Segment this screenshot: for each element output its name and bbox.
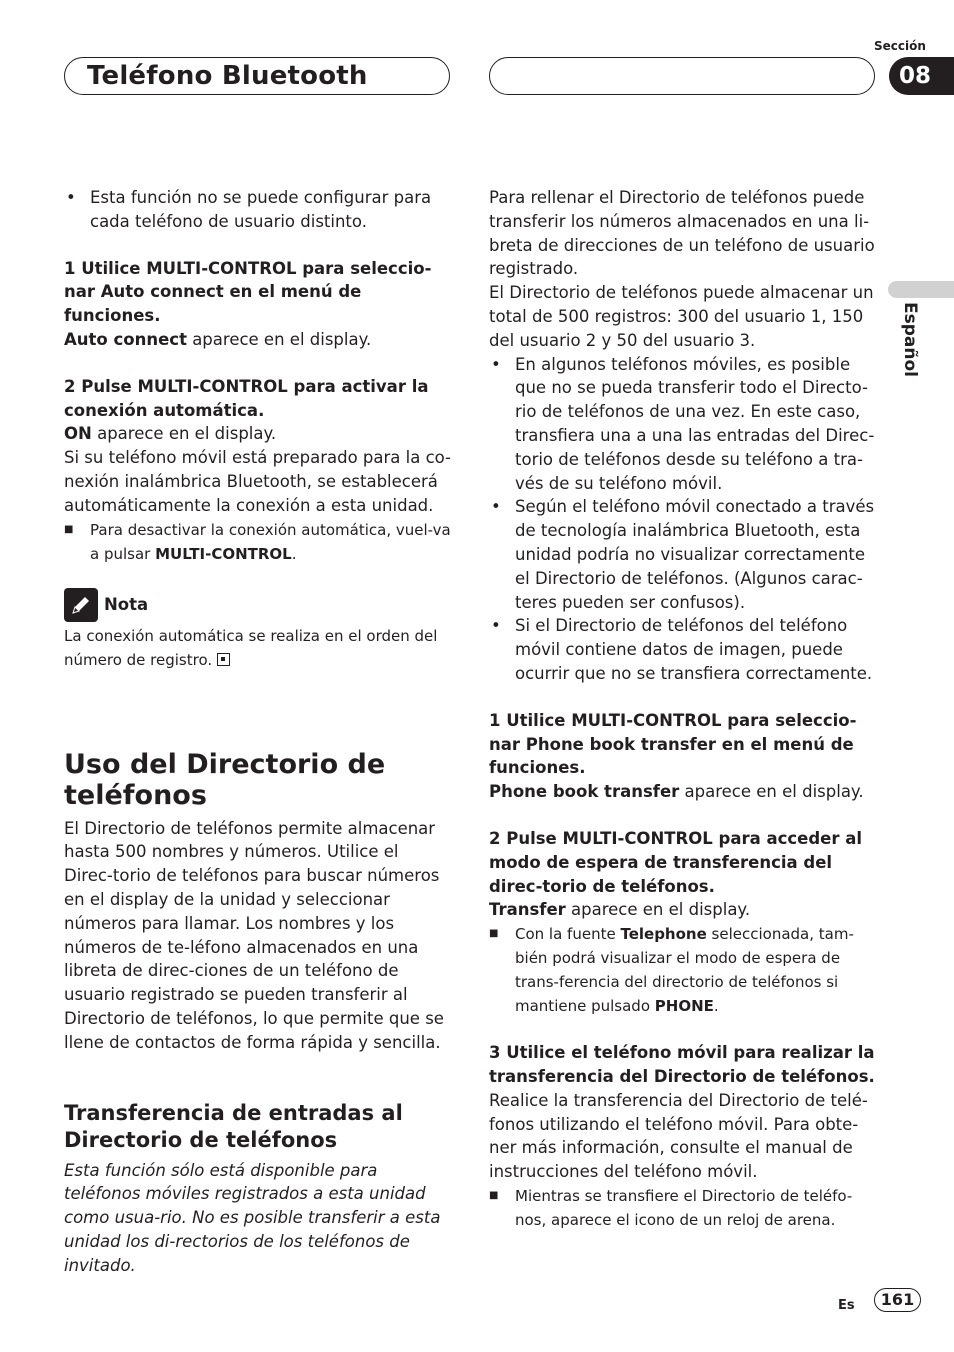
step-2-result-bold: ON: [64, 424, 92, 444]
bullet-item: • Esta función no se puede configurar para cada teléfono de usuario distinto.: [64, 186, 460, 234]
step-2-result-bold: Transfer: [489, 900, 566, 920]
step-2-result: [64, 422, 452, 446]
step-2-note-d: PHONE: [654, 997, 714, 1016]
bullet-item: • En algunos teléfonos móviles, es posible que no se pueda transferir todo el Directo-rio de teléfonos de una vez. En este caso, transfiera una a una las entradas del Direc-torio de teléfonos desde su teléfono a tra-vés de su teléfono móvil.: [489, 353, 877, 496]
step-1-result-rest: aparece en el display.: [679, 782, 864, 802]
intro-paragraph-1: Para rellenar el Directorio de teléfonos puede transferir los números almacenados en una li-breta de direcciones de un teléfono de usuario registrado.: [489, 188, 875, 279]
step-2-note-end: .: [291, 544, 297, 563]
language-tab: [888, 281, 954, 298]
step-2-note-c: seleccionada, tam-bién podrá visualizar el modo de espera de trans-ferencia del directorio de teléfonos si mantiene pulsado: [515, 925, 854, 1016]
step-1-result-rest: aparece en el display.: [186, 329, 372, 349]
step-2-note-a: Con la fuente: [515, 925, 621, 944]
bullet-item: • Según el teléfono móvil conectado a través de tecnología inalámbrica Bluetooth, esta unidad podría no visualizar correctamente el Directorio de teléfonos. (Algunos carac-teres pueden ser confusos).: [489, 495, 877, 614]
step-2-body: Si su teléfono móvil está preparado para la co-nexión inalámbrica Bluetooth, se establecerá automáticamente la conexión a esta unidad.: [64, 448, 452, 515]
step-1-heading: 1 Utilice MULTI-CONTROL para seleccio-nar Phone book transfer en el menú de funciones.: [489, 710, 857, 778]
step-1-result-bold: Phone book transfer: [489, 782, 680, 802]
bullet-item: • Si el Directorio de teléfonos del teléfono móvil contiene datos de imagen, puede ocurrir que no se transfiera correctamente.: [489, 614, 877, 685]
step-2-heading: 2 Pulse MULTI-CONTROL para activar la conexión automática.: [64, 376, 429, 420]
pencil-icon: [64, 588, 98, 622]
step-1-heading: 1 Utilice MULTI-CONTROL para seleccio-nar Auto connect en el menú de funciones.: [64, 258, 432, 326]
step-2-note-b: Telephone: [620, 925, 707, 944]
nota-label: Nota: [104, 594, 149, 614]
section-label: Sección: [874, 39, 926, 53]
step-1-result-bold: Auto connect: [64, 329, 187, 349]
left-column: [64, 186, 452, 1278]
step-2-result-rest: aparece en el display.: [565, 900, 751, 920]
nota-text-body: La conexión automática se realiza en el orden del número de registro.: [64, 626, 438, 669]
step-2-result-rest: aparece en el display.: [91, 424, 277, 444]
nota-heading: [64, 588, 452, 622]
right-column: [489, 186, 877, 1232]
step-2-note: [489, 922, 877, 1018]
footer-language-code: Es: [838, 1298, 855, 1313]
step-3-note: ■ Mientras se transfiere el Directorio de teléfo-nos, aparece el icono de un reloj de arena.: [489, 1184, 877, 1232]
header-title-frame: [64, 57, 450, 95]
section-body: El Directorio de teléfonos permite almacenar hasta 500 nombres y números. Utilice el Direc-torio de teléfonos para buscar números en el display de la unidad y seleccionar números para llamar. Los nombres y los números de te-léfono almacenados en una libreta de direc-ciones de un teléfono de usuario registrado se pueden transferir al Directorio de teléfonos, lo que permite que se llene de contactos de forma rápida y sencilla.: [64, 818, 444, 1052]
step-2-note: [64, 518, 452, 566]
step-1-result: [64, 328, 452, 352]
step-3-heading: 3 Utilice el teléfono móvil para realizar la transferencia del Directorio de teléfonos.: [489, 1043, 875, 1086]
subsection-title: Transferencia de entradas al Directorio de teléfonos: [64, 1100, 403, 1152]
page-title: Teléfono Bluetooth: [87, 61, 368, 91]
language-label: Español: [900, 302, 920, 377]
step-2-note-text: Para desactivar la conexión automática, vuel-va a pulsar: [90, 520, 451, 563]
step-2-note-e: .: [713, 997, 719, 1016]
step-1-result: [489, 780, 877, 804]
subsection-italic-note: Esta función sólo está disponible para teléfonos móviles registrados a esta unidad como usua-rio. No es posible transferir a esta unidad los di-rectorios de los teléfonos de invitado.: [64, 1160, 441, 1275]
section-title: Uso del Directorio de teléfonos: [64, 748, 386, 811]
step-3-body: Realice la transferencia del Directorio de telé-fonos utilizando el teléfono móvil. Para obte-ner más información, consulte el manual de instrucciones del teléfono móvil.: [489, 1090, 868, 1182]
step-2-note-bold: MULTI-CONTROL: [155, 544, 292, 563]
intro-paragraph-2: El Directorio de teléfonos puede almacenar un total de 500 registros: 300 del usuario 1, 150 del usuario 2 y 50 del usuario 3.: [489, 283, 874, 350]
section-number-badge: 08: [889, 57, 954, 95]
end-mark-icon: [217, 653, 230, 666]
page-number: 161: [874, 1288, 921, 1312]
step-2-heading: 2 Pulse MULTI-CONTROL para acceder al modo de espera de transferencia del direc-torio de teléfonos.: [489, 828, 863, 896]
nota-text: [64, 624, 452, 672]
step-2-result: [489, 898, 877, 922]
header-blank-frame: [489, 57, 875, 95]
